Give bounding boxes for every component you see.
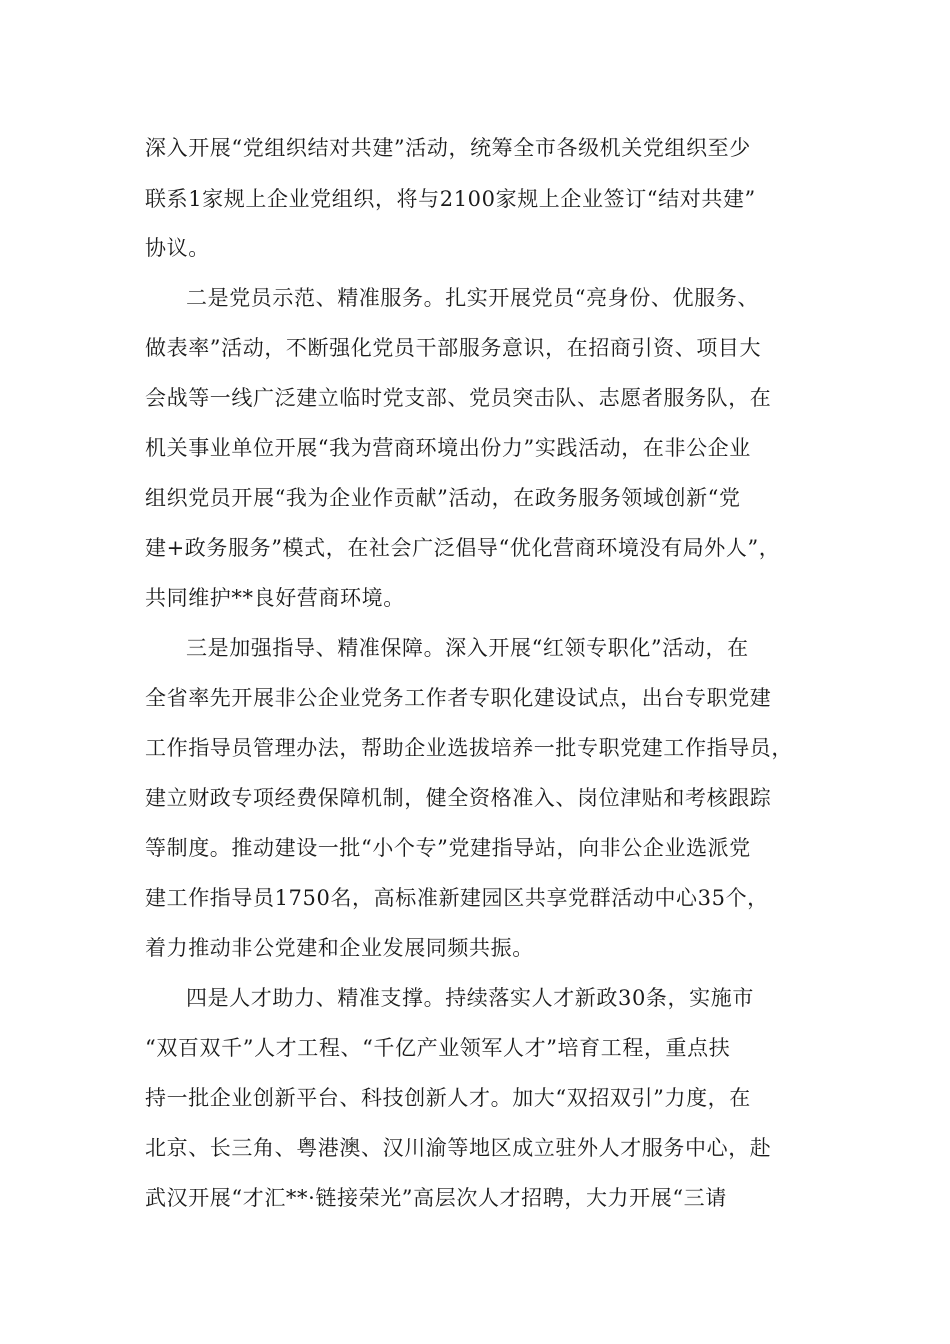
paragraph-start-line: 二是党员示范、精准服务。扎实开展党员“亮身份、优服务、 xyxy=(186,286,759,310)
text-line: 组织党员开展“我为企业作贡献”活动，在政务服务领域创新“党 xyxy=(145,486,741,510)
text-line: 联系1家规上企业党组织，将与2100家规上企业签订“结对共建” xyxy=(145,187,756,211)
paragraph-start-line: 三是加强指导、精准保障。深入开展“红领专职化”活动，在 xyxy=(186,636,749,660)
text-line: 全省率先开展非公企业党务工作者专职化建设试点，出台专职党建 xyxy=(145,686,772,710)
text-line: 等制度。推动建设一批“小个专”党建指导站，向非公企业选派党 xyxy=(145,836,751,860)
text-line: 会战等一线广泛建立临时党支部、党员突击队、志愿者服务队，在 xyxy=(145,386,772,410)
text-line: 工作指导员管理办法，帮助企业选拔培养一批专职党建工作指导员， xyxy=(145,736,793,760)
paragraph-start-line: 四是人才助力、精准支撑。持续落实人才新政30条，实施市 xyxy=(186,986,754,1010)
text-line: 机关事业单位开展“我为营商环境出份力”实践活动，在非公企业 xyxy=(145,436,751,460)
text-line: 协议。 xyxy=(145,236,210,260)
text-line: “双百双千”人才工程、“千亿产业领军人才”培育工程，重点扶 xyxy=(145,1036,731,1060)
text-line: 做表率”活动，不断强化党员干部服务意识，在招商引资、项目大 xyxy=(145,336,762,360)
text-line: 建+政务服务”模式，在社会广泛倡导“优化营商环境没有局外人”， xyxy=(145,536,781,560)
text-line: 持一批企业创新平台、科技创新人才。加大“双招双引”力度，在 xyxy=(145,1086,751,1110)
text-line: 共同维护**良好营商环境。 xyxy=(145,586,405,610)
text-line: 北京、长三角、粤港澳、汉川渝等地区成立驻外人才服务中心，赴 xyxy=(145,1136,772,1160)
text-line: 深入开展“党组织结对共建”活动，统筹全市各级机关党组织至少 xyxy=(145,136,751,160)
text-line: 建工作指导员1750名，高标准新建园区共享党群活动中心35个， xyxy=(145,886,769,910)
text-line: 着力推动非公党建和企业发展同频共振。 xyxy=(145,936,534,960)
text-line: 武汉开展“才汇**·链接荣光”高层次人才招聘，大力开展“三请 xyxy=(145,1186,727,1210)
text-line: 建立财政专项经费保障机制，健全资格准入、岗位津贴和考核跟踪 xyxy=(145,786,772,810)
